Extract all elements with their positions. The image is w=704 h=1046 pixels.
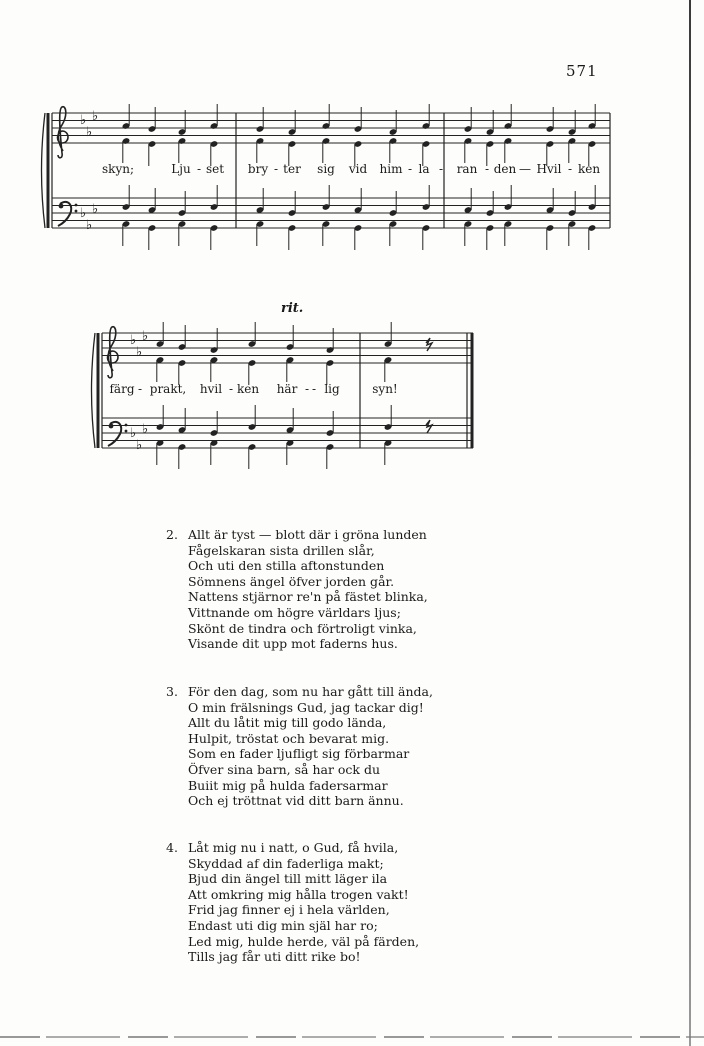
lyric-syllable: vid (348, 162, 368, 176)
lyric-syllable: Lju (171, 162, 191, 176)
bass-clef-dot (109, 424, 114, 429)
verse-line: Allt du låtit mig till godo lända, (188, 715, 387, 731)
lyric-syllable: - (311, 382, 317, 396)
quarter-rest-icon (426, 338, 432, 351)
flat-sign: ♭ (86, 218, 93, 233)
lyric-syllable: him (379, 162, 403, 176)
verse-line: Bjud din ängel till mitt läger ila (188, 871, 388, 887)
verse-number: 2. (166, 527, 178, 542)
verse-line: Att omkring mig hålla trogen vakt! (188, 886, 409, 902)
lyric-syllable: - (273, 162, 279, 176)
flat-sign: ♭ (130, 333, 137, 348)
verse-line: Allt är tyst — blott där i gröna lunden (188, 527, 427, 542)
verse-line: Tills jag får uti ditt rike bo! (188, 949, 361, 965)
lyric-syllable: - (484, 162, 490, 176)
verse-line: Sömnens ängel öfver jorden går. (188, 573, 395, 589)
lyric-syllable: syn! (372, 382, 398, 396)
flat-sign: ♭ (92, 202, 99, 217)
lyric-syllable: la (418, 162, 430, 176)
footer-rule (0, 1036, 704, 1038)
lyric-syllable: - (407, 162, 413, 176)
lyric-syllable: lig (324, 382, 340, 396)
verse-line: Och ej tröttnat vid ditt barn ännu. (188, 793, 404, 809)
lyric-syllable: bry (247, 162, 269, 176)
verse-line: Nattens stjärnor re'n på fästet blinka, (188, 589, 428, 605)
verse-line: Visande dit upp mot faderns hus. (188, 636, 398, 652)
bass-clef-dot (125, 424, 128, 427)
system-brace (42, 113, 46, 228)
lyric-syllable: ter (283, 162, 301, 176)
flat-sign: ♭ (86, 125, 93, 140)
flat-sign: ♭ (80, 113, 87, 128)
bass-clef-dot (75, 204, 78, 207)
lyric-syllable: här (276, 382, 298, 396)
system-brace (92, 333, 96, 448)
verse-line: Öfver sina barn, så har ock du (188, 761, 381, 777)
lyric-syllable: ken (236, 382, 260, 396)
flat-sign: ♭ (92, 109, 99, 124)
verse-line: Led mig, hulde herde, väl på färden, (188, 933, 420, 949)
verse-3 (166, 684, 433, 809)
lyric-syllable: Hvil (536, 162, 562, 176)
verse-line: O min frälsnings Gud, jag tackar dig! (188, 699, 424, 715)
verse-line: Hulpit, tröstat och bevarat mig. (188, 730, 390, 746)
lyric-syllable: hvil (199, 382, 223, 396)
verse-line: Och uti den stilla aftonstunden (188, 558, 385, 574)
bass-clef-dot (59, 204, 64, 209)
verse-number: 3. (166, 684, 178, 699)
verse-line: Endast uti dig min själ har ro; (188, 917, 378, 933)
verse-line: Vittnande om högre världars ljus; (188, 604, 401, 620)
verse-line: Skyddad af din faderliga makt; (188, 855, 384, 871)
flat-sign: ♭ (142, 422, 149, 437)
lyric-syllable: - (304, 382, 310, 396)
lyric-syllable: den (493, 162, 517, 176)
verse-line: Buiit mig på hulda fadersarmar (188, 777, 388, 793)
lyric-syllable: - (228, 382, 234, 396)
flat-sign: ♭ (142, 329, 149, 344)
verse-line: För den dag, som nu har gått till ända, (188, 684, 433, 699)
lyric-syllable: ken (577, 162, 601, 176)
lyric-syllable: prakt, (149, 382, 187, 396)
flat-sign: ♭ (136, 345, 143, 360)
lyric-syllable: - (196, 162, 202, 176)
flat-sign: ♭ (130, 426, 137, 441)
verse-4 (166, 840, 419, 965)
verse-line: Låt mig nu i natt, o Gud, få hvila, (188, 840, 399, 855)
verse-2 (166, 527, 428, 652)
lyric-syllable: färg (109, 382, 135, 396)
verse-line: Fågelskaran sista drillen slår, (188, 542, 375, 558)
lyric-syllable: - (137, 382, 143, 396)
flat-sign: ♭ (80, 206, 87, 221)
page-number: 571 (566, 62, 598, 80)
verse-line: Frid jag finner ej i hela världen, (188, 902, 390, 918)
lyric-syllable: skyn; (102, 162, 134, 176)
quarter-rest-icon (426, 420, 432, 433)
verse-number: 4. (166, 840, 178, 855)
verse-line: Skönt de tindra och förtroligt vinka, (188, 620, 417, 636)
verse-line: Som en fader ljufligt sig förbarmar (188, 746, 410, 762)
lyric-syllable: ran (456, 162, 478, 176)
bass-clef-dot (75, 210, 78, 213)
treble-clef-icon (108, 327, 119, 378)
flat-sign: ♭ (136, 438, 143, 453)
lyric-syllable: - (567, 162, 573, 176)
lyric-syllable: - (438, 162, 444, 176)
lyric-syllable: set (205, 162, 225, 176)
lyric-syllable: — (519, 162, 531, 176)
lyric-syllable: sig (317, 162, 335, 176)
treble-clef-icon (58, 107, 69, 158)
bass-clef-dot (125, 430, 128, 433)
tempo-mark: rit. (281, 301, 304, 316)
